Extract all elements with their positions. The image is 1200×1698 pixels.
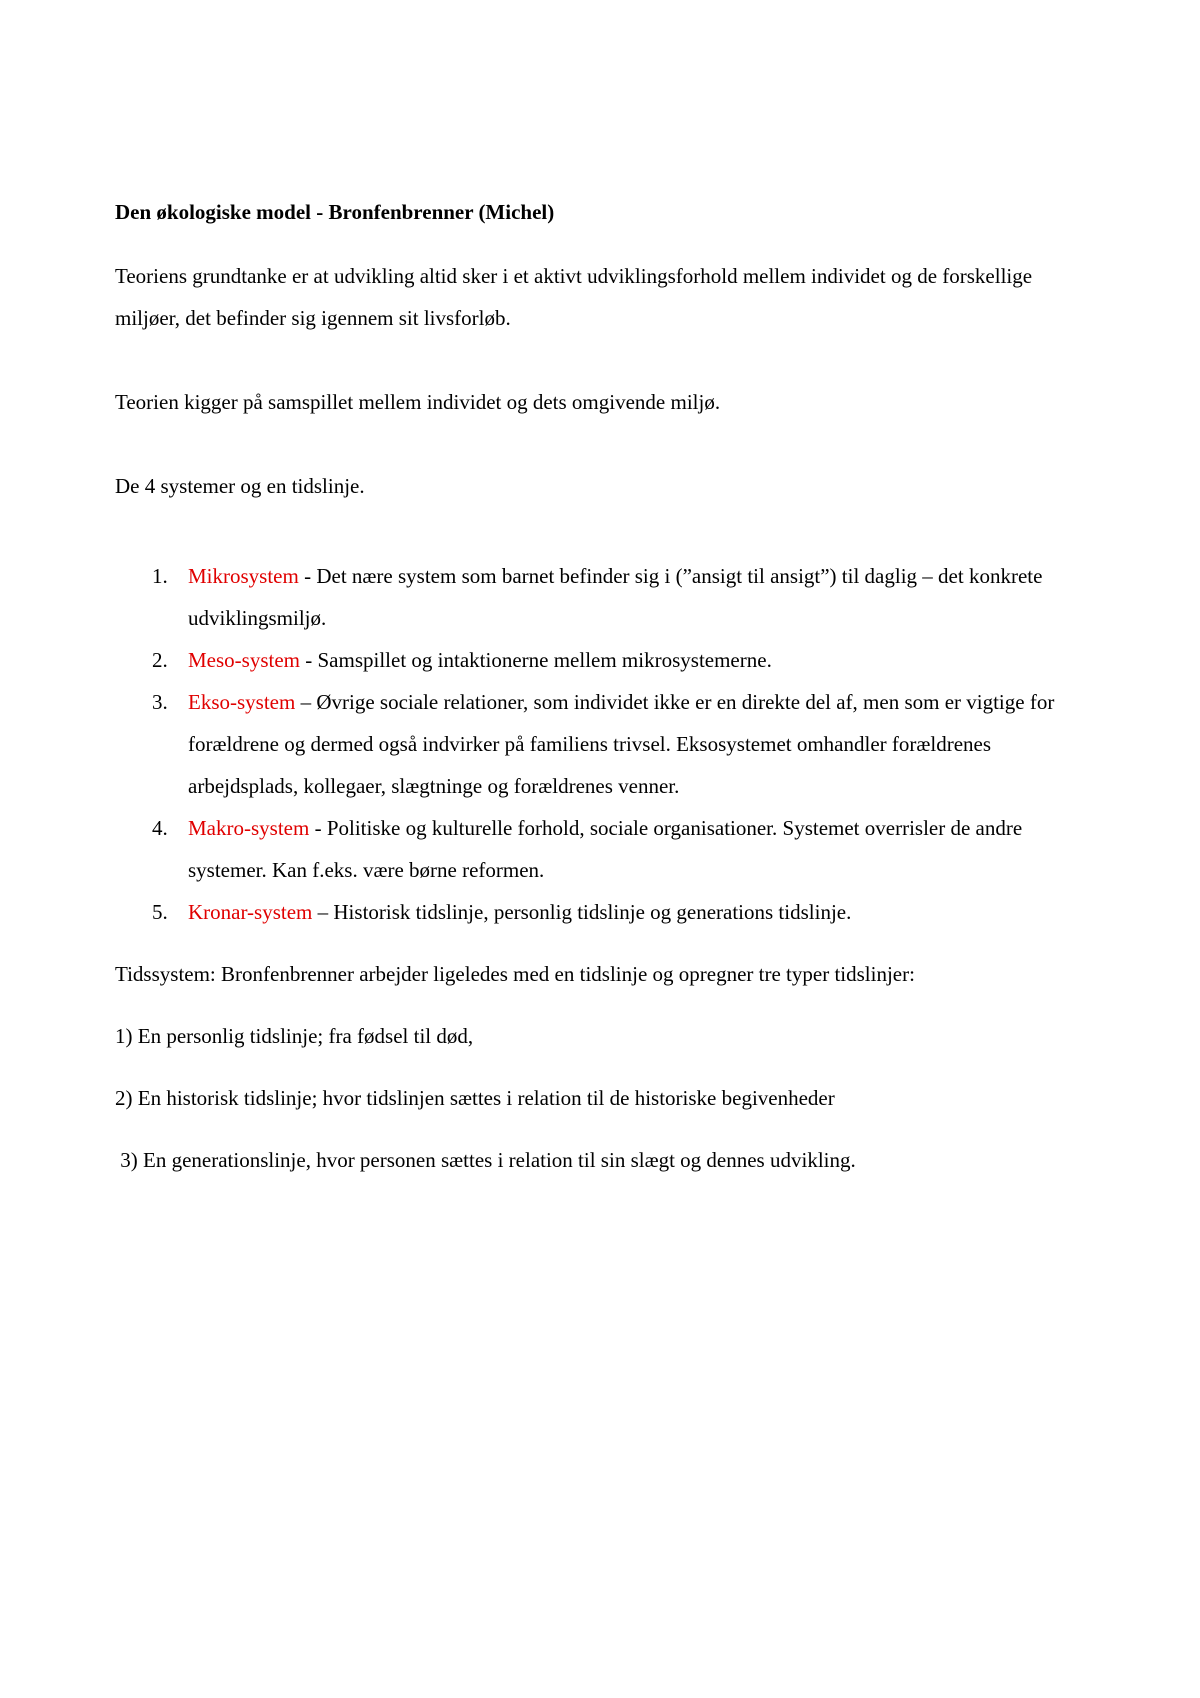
paragraph-grundtanke: Teoriens grundtanke er at udvikling altid sker i et aktivt udviklingsforhold mellem individet og de forskellige miljøer, det befinder sig igennem sit livsforløb.	[115, 264, 1033, 330]
list-number: 5.	[152, 900, 168, 924]
document-body	[115, 197, 1100, 1201]
system-description: - Politiske og kulturelle forhold, sociale organisationer. Systemet overrisler de andre systemer. Kan f.eks. være børne reformen.	[188, 816, 1023, 882]
list-number: 2.	[152, 648, 168, 672]
system-description: - Det nære system som barnet befinder sig i (”ansigt til ansigt”) til daglig – det konkrete udviklingsmiljø.	[188, 564, 1043, 630]
timeline-personlig: 1) En personlig tidslinje; fra fødsel til død,	[115, 1024, 474, 1048]
list-number: 4.	[152, 816, 168, 840]
system-term: Kronar-system	[188, 900, 313, 924]
system-term: Makro-system	[188, 816, 310, 840]
list-item-makro-system	[115, 807, 1100, 891]
systems-list	[115, 555, 1100, 933]
document-title: Den økologiske model - Bronfenbrenner (Michel)	[115, 200, 555, 224]
system-term: Ekso-system	[188, 690, 296, 714]
paragraph-tidssystem: Tidssystem: Bronfenbrenner arbejder ligeledes med en tidslinje og opregner tre typer tidslinjer:	[115, 962, 915, 986]
system-description: - Samspillet og intaktionerne mellem mikrosystemerne.	[300, 648, 772, 672]
list-item-mikrosystem	[115, 555, 1100, 639]
paragraph-systemer-intro: De 4 systemer og en tidslinje.	[115, 474, 365, 498]
list-item-meso-system	[115, 639, 1100, 681]
timeline-historisk: 2) En historisk tidslinje; hvor tidslinjen sættes i relation til de historiske begivenheder	[115, 1086, 835, 1110]
system-description: – Historisk tidslinje, personlig tidslinje og generations tidslinje.	[312, 900, 852, 924]
list-number: 1.	[152, 564, 168, 588]
system-term: Mikrosystem	[188, 564, 299, 588]
list-item-kronar-system	[115, 891, 1100, 933]
system-term: Meso-system	[188, 648, 300, 672]
system-description: – Øvrige sociale relationer, som individet ikke er en direkte del af, men som er vigtige for forældrene og dermed også indvirker på familiens trivsel. Eksosystemet omhandler forældrenes arbejdsplads, kollegaer, slægtninge og forældrenes venner.	[188, 690, 1055, 798]
timeline-generation: 3) En generationslinje, hvor personen sættes i relation til sin slægt og dennes udvikling.	[115, 1148, 856, 1172]
paragraph-samspil: Teorien kigger på samspillet mellem individet og dets omgivende miljø.	[115, 390, 721, 414]
list-number: 3.	[152, 690, 168, 714]
list-item-ekso-system	[115, 681, 1100, 807]
